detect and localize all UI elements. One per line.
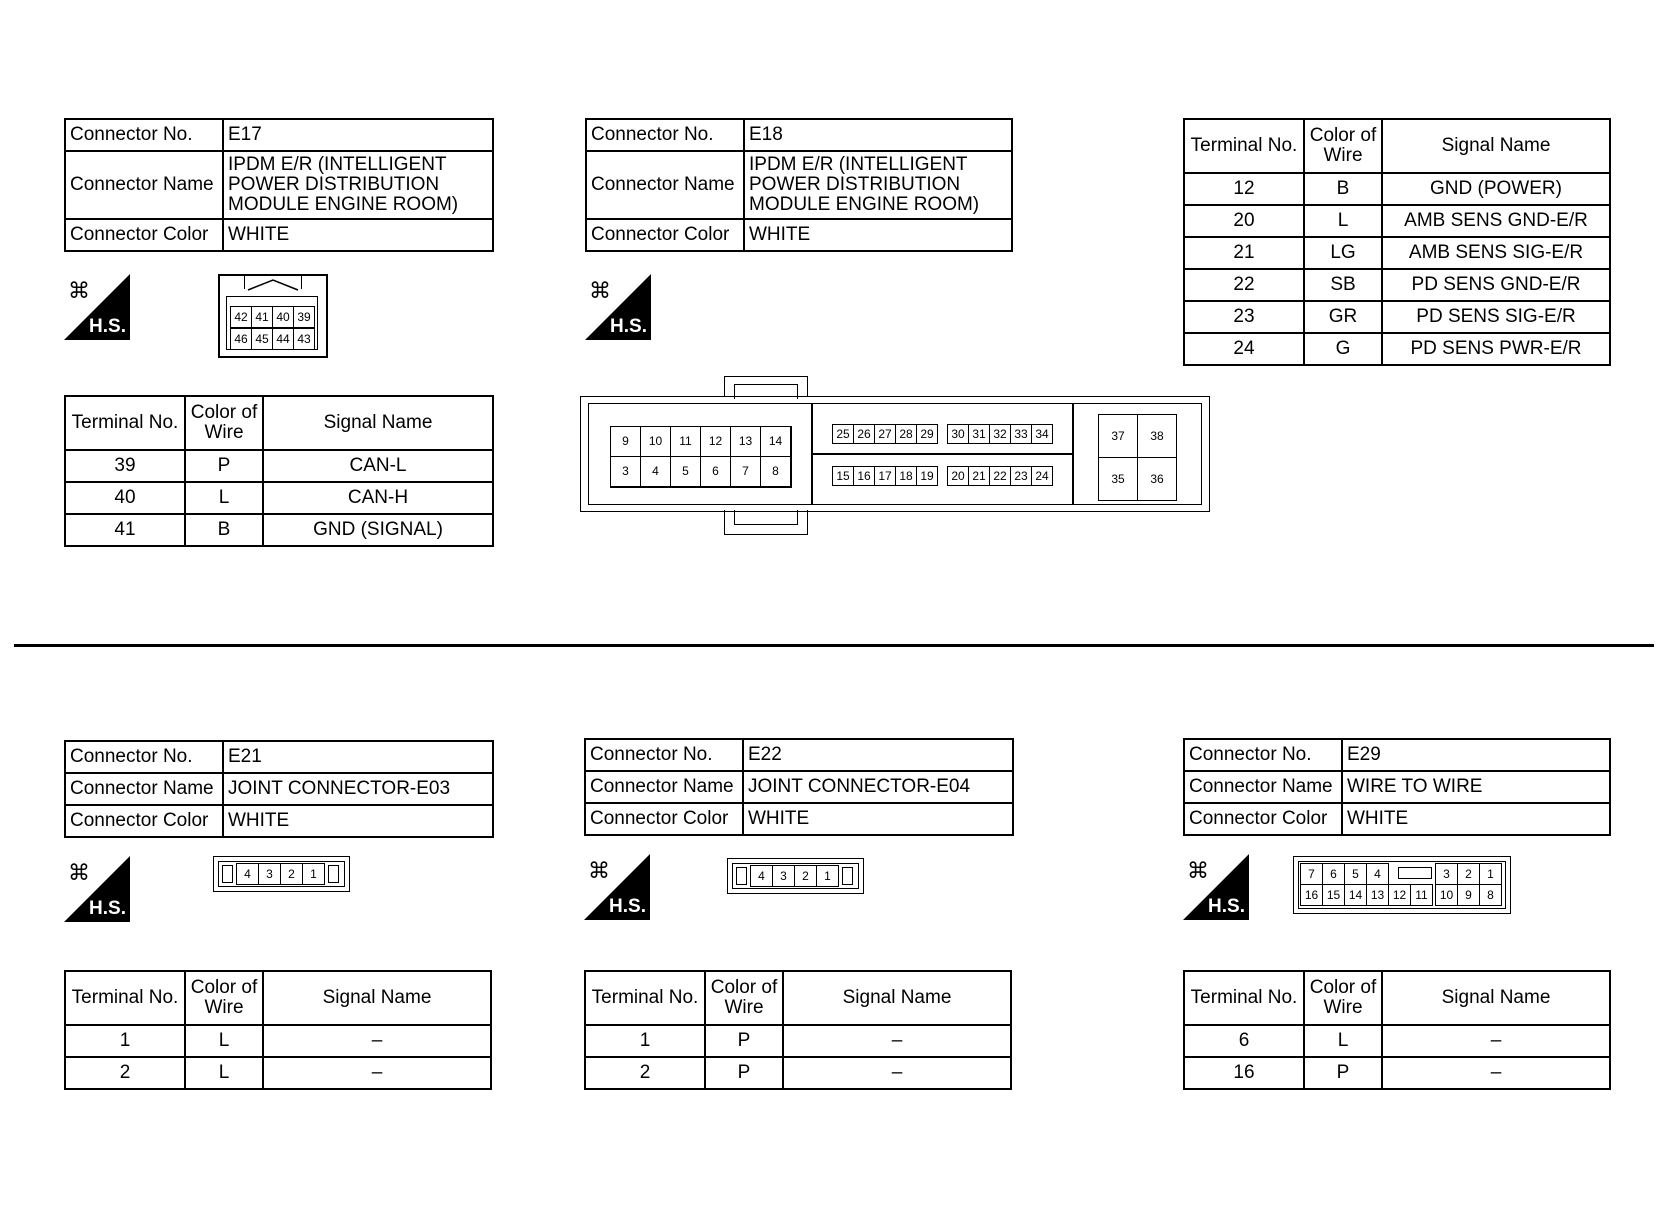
wire-color-cell: P — [185, 450, 263, 482]
hs-view-icon — [585, 274, 651, 340]
color-of-wire-header: Color of Wire — [185, 971, 263, 1025]
pin: 7 — [730, 456, 761, 487]
connector-hand-icon: ⌘ — [68, 278, 90, 303]
pin: 36 — [1137, 457, 1177, 501]
e22-terminal-table — [584, 970, 1012, 1090]
pin: 4 — [750, 865, 773, 887]
pin: 15 — [832, 466, 854, 486]
connector-no-label: Connector No. — [586, 119, 744, 151]
signal-cell: CAN-H — [263, 482, 493, 514]
terminal-no-header: Terminal No. — [585, 971, 705, 1025]
terminal-cell: 1 — [65, 1025, 185, 1057]
pin: 2 — [1457, 863, 1480, 885]
pin: 5 — [670, 456, 701, 487]
connector-no-label: Connector No. — [65, 119, 223, 151]
signal-cell: – — [783, 1025, 1011, 1057]
e21-terminal-table — [64, 970, 492, 1090]
table-row — [1184, 269, 1610, 301]
wire-color-cell: L — [1304, 1025, 1382, 1057]
connector-name-value — [223, 151, 493, 219]
connector-no-value: E29 — [1342, 739, 1610, 771]
connector-color-value: WHITE — [223, 805, 493, 837]
terminal-no-header: Terminal No. — [65, 396, 185, 450]
name-line: MODULE ENGINE ROOM) — [749, 194, 980, 215]
pin: 39 — [293, 306, 315, 328]
signal-name-header: Signal Name — [263, 971, 491, 1025]
terminal-cell: 20 — [1184, 205, 1304, 237]
wire-color-cell: G — [1304, 333, 1382, 365]
connector-color-label: Connector Color — [1184, 803, 1342, 835]
e21-connector-face — [213, 856, 350, 892]
e21-info-table — [64, 740, 494, 838]
color-of-wire-header: Color of Wire — [705, 971, 783, 1025]
hs-label: H.S. — [1208, 896, 1245, 917]
table-row — [1184, 333, 1610, 365]
terminal-cell: 2 — [65, 1057, 185, 1089]
pin: 4 — [640, 456, 671, 487]
hs-view-icon — [64, 274, 130, 340]
name-line: POWER DISTRIBUTION — [749, 174, 961, 195]
pin: 10 — [640, 426, 671, 457]
signal-cell: GND (SIGNAL) — [263, 514, 493, 546]
pin: 22 — [989, 466, 1011, 486]
connector-no-label: Connector No. — [1184, 739, 1342, 771]
terminal-cell: 16 — [1184, 1057, 1304, 1089]
section-divider — [14, 644, 1654, 647]
terminal-cell: 6 — [1184, 1025, 1304, 1057]
connector-name-value: WIRE TO WIRE — [1342, 771, 1610, 803]
pin: 14 — [760, 426, 791, 457]
table-row — [65, 514, 493, 546]
pin: 29 — [916, 424, 938, 444]
connector-name-value: JOINT CONNECTOR-E04 — [743, 771, 1013, 803]
pin: 6 — [700, 456, 731, 487]
signal-cell: – — [263, 1025, 491, 1057]
connector-hand-icon: ⌘ — [588, 858, 610, 883]
signal-name-header: Signal Name — [783, 971, 1011, 1025]
e17-info-table — [64, 118, 494, 252]
table-row — [1184, 1025, 1610, 1057]
pin: 2 — [280, 863, 303, 885]
hs-label: H.S. — [89, 898, 126, 919]
pin: 8 — [760, 456, 791, 487]
connector-no-value: E21 — [223, 741, 493, 773]
pin: 16 — [1300, 884, 1323, 906]
pin: 3 — [1435, 863, 1458, 885]
pin: 7 — [1300, 863, 1323, 885]
signal-name-header: Signal Name — [263, 396, 493, 450]
e22-connector-face — [727, 858, 864, 894]
signal-cell: – — [1382, 1025, 1610, 1057]
pin: 25 — [832, 424, 854, 444]
pin: 27 — [874, 424, 896, 444]
terminal-cell: 41 — [65, 514, 185, 546]
terminal-cell: 23 — [1184, 301, 1304, 333]
connector-no-value: E22 — [743, 739, 1013, 771]
pin: 32 — [989, 424, 1011, 444]
color-of-wire-header: Color of Wire — [1304, 119, 1382, 173]
pin: 9 — [610, 426, 641, 457]
name-line: IPDM E/R (INTELLIGENT — [228, 154, 447, 175]
name-line: POWER DISTRIBUTION — [228, 174, 440, 195]
pin: 14 — [1344, 884, 1367, 906]
signal-cell: AMB SENS GND-E/R — [1382, 205, 1610, 237]
terminal-cell: 2 — [585, 1057, 705, 1089]
wire-color-cell: P — [1304, 1057, 1382, 1089]
wire-color-cell: LG — [1304, 237, 1382, 269]
connector-hand-icon: ⌘ — [68, 860, 90, 885]
pin: 5 — [1344, 863, 1367, 885]
pin: 11 — [1410, 884, 1433, 906]
wire-color-cell: P — [705, 1025, 783, 1057]
pin: 10 — [1435, 884, 1458, 906]
pin: 44 — [272, 328, 294, 350]
hs-view-icon — [584, 854, 650, 920]
connector-no-value: E17 — [223, 119, 493, 151]
pin: 41 — [251, 306, 273, 328]
e18-connector-face — [580, 376, 1210, 536]
pin: 33 — [1010, 424, 1032, 444]
pin: 4 — [1366, 863, 1389, 885]
hs-view-icon — [64, 856, 130, 922]
terminal-cell: 40 — [65, 482, 185, 514]
e17-connector-face — [218, 274, 328, 358]
connector-name-label: Connector Name — [586, 151, 744, 219]
wire-color-cell: B — [1304, 173, 1382, 205]
table-row — [1184, 205, 1610, 237]
pin: 15 — [1322, 884, 1345, 906]
connector-color-label: Connector Color — [65, 805, 223, 837]
hs-label: H.S. — [89, 316, 126, 337]
table-row — [1184, 173, 1610, 205]
wire-color-cell: L — [1304, 205, 1382, 237]
connector-color-value: WHITE — [223, 219, 493, 251]
e29-terminal-table — [1183, 970, 1611, 1090]
wire-color-cell: B — [185, 514, 263, 546]
hs-label: H.S. — [609, 896, 646, 917]
signal-name-header: Signal Name — [1382, 971, 1610, 1025]
signal-cell: GND (POWER) — [1382, 173, 1610, 205]
pin: 18 — [895, 466, 917, 486]
pin: 46 — [230, 328, 252, 350]
pin: 3 — [258, 863, 281, 885]
e22-info-table — [584, 738, 1014, 836]
connector-name-value — [744, 151, 1012, 219]
table-row — [65, 1025, 491, 1057]
connector-no-label: Connector No. — [65, 741, 223, 773]
table-row — [1184, 1057, 1610, 1089]
color-of-wire-header: Color of Wire — [185, 396, 263, 450]
connector-no-label: Connector No. — [585, 739, 743, 771]
connector-key-icon — [246, 278, 300, 292]
pin: 28 — [895, 424, 917, 444]
e18-terminal-table — [1183, 118, 1611, 366]
table-row — [65, 450, 493, 482]
connector-name-label: Connector Name — [1184, 771, 1342, 803]
wire-color-cell: L — [185, 482, 263, 514]
color-of-wire-header: Color of Wire — [1304, 971, 1382, 1025]
pin: 45 — [251, 328, 273, 350]
terminal-cell: 12 — [1184, 173, 1304, 205]
name-line: IPDM E/R (INTELLIGENT — [749, 154, 968, 175]
terminal-no-header: Terminal No. — [1184, 971, 1304, 1025]
table-row — [65, 482, 493, 514]
signal-cell: – — [783, 1057, 1011, 1089]
terminal-cell: 22 — [1184, 269, 1304, 301]
pin: 8 — [1479, 884, 1502, 906]
pin: 38 — [1137, 414, 1177, 458]
connector-name-label: Connector Name — [585, 771, 743, 803]
table-row — [1184, 301, 1610, 333]
terminal-no-header: Terminal No. — [65, 971, 185, 1025]
connector-color-value: WHITE — [744, 219, 1012, 251]
pin: 24 — [1031, 466, 1053, 486]
connector-hand-icon: ⌘ — [1187, 858, 1209, 883]
e29-info-table — [1183, 738, 1611, 836]
terminal-cell: 39 — [65, 450, 185, 482]
e18-info-table — [585, 118, 1013, 252]
pin: 35 — [1098, 457, 1138, 501]
pin: 3 — [772, 865, 795, 887]
table-row — [585, 1025, 1011, 1057]
wire-color-cell: P — [705, 1057, 783, 1089]
table-row — [585, 1057, 1011, 1089]
terminal-cell: 1 — [585, 1025, 705, 1057]
hs-view-icon — [1183, 854, 1249, 920]
signal-cell: PD SENS GND-E/R — [1382, 269, 1610, 301]
pin: 13 — [730, 426, 761, 457]
connector-no-value: E18 — [744, 119, 1012, 151]
pin: 43 — [293, 328, 315, 350]
pin: 3 — [610, 456, 641, 487]
pin: 1 — [302, 863, 325, 885]
signal-cell: – — [1382, 1057, 1610, 1089]
connector-color-label: Connector Color — [65, 219, 223, 251]
pin: 30 — [947, 424, 969, 444]
pin: 37 — [1098, 414, 1138, 458]
signal-cell: PD SENS SIG-E/R — [1382, 301, 1610, 333]
signal-cell: AMB SENS SIG-E/R — [1382, 237, 1610, 269]
pin: 9 — [1457, 884, 1480, 906]
wire-color-cell: L — [185, 1057, 263, 1089]
pin: 19 — [916, 466, 938, 486]
e29-connector-face — [1293, 856, 1511, 914]
table-row — [1184, 237, 1610, 269]
pin: 6 — [1322, 863, 1345, 885]
connector-name-label: Connector Name — [65, 773, 223, 805]
pin: 1 — [816, 865, 839, 887]
pin: 16 — [853, 466, 875, 486]
connector-color-label: Connector Color — [585, 803, 743, 835]
pin: 1 — [1479, 863, 1502, 885]
pin: 13 — [1366, 884, 1389, 906]
pin: 21 — [968, 466, 990, 486]
terminal-cell: 21 — [1184, 237, 1304, 269]
signal-cell: – — [263, 1057, 491, 1089]
pin: 12 — [700, 426, 731, 457]
pin: 26 — [853, 424, 875, 444]
connector-hand-icon: ⌘ — [589, 278, 611, 303]
pin: 42 — [230, 306, 252, 328]
terminal-cell: 24 — [1184, 333, 1304, 365]
connector-color-value: WHITE — [1342, 803, 1610, 835]
connector-name-value: JOINT CONNECTOR-E03 — [223, 773, 493, 805]
hs-label: H.S. — [610, 316, 647, 337]
signal-cell: CAN-L — [263, 450, 493, 482]
wire-color-cell: SB — [1304, 269, 1382, 301]
pin: 23 — [1010, 466, 1032, 486]
connector-name-label: Connector Name — [65, 151, 223, 219]
signal-cell: PD SENS PWR-E/R — [1382, 333, 1610, 365]
wire-color-cell: GR — [1304, 301, 1382, 333]
pin: 11 — [670, 426, 701, 457]
pin: 31 — [968, 424, 990, 444]
connector-color-value: WHITE — [743, 803, 1013, 835]
name-line: MODULE ENGINE ROOM) — [228, 194, 459, 215]
table-row — [65, 1057, 491, 1089]
pin: 12 — [1388, 884, 1411, 906]
e17-terminal-table — [64, 395, 494, 547]
terminal-no-header: Terminal No. — [1184, 119, 1304, 173]
pin: 40 — [272, 306, 294, 328]
pin: 2 — [794, 865, 817, 887]
wire-color-cell: L — [185, 1025, 263, 1057]
pin: 4 — [236, 863, 259, 885]
signal-name-header: Signal Name — [1382, 119, 1610, 173]
pin: 34 — [1031, 424, 1053, 444]
connector-color-label: Connector Color — [586, 219, 744, 251]
pin: 17 — [874, 466, 896, 486]
pin: 20 — [947, 466, 969, 486]
